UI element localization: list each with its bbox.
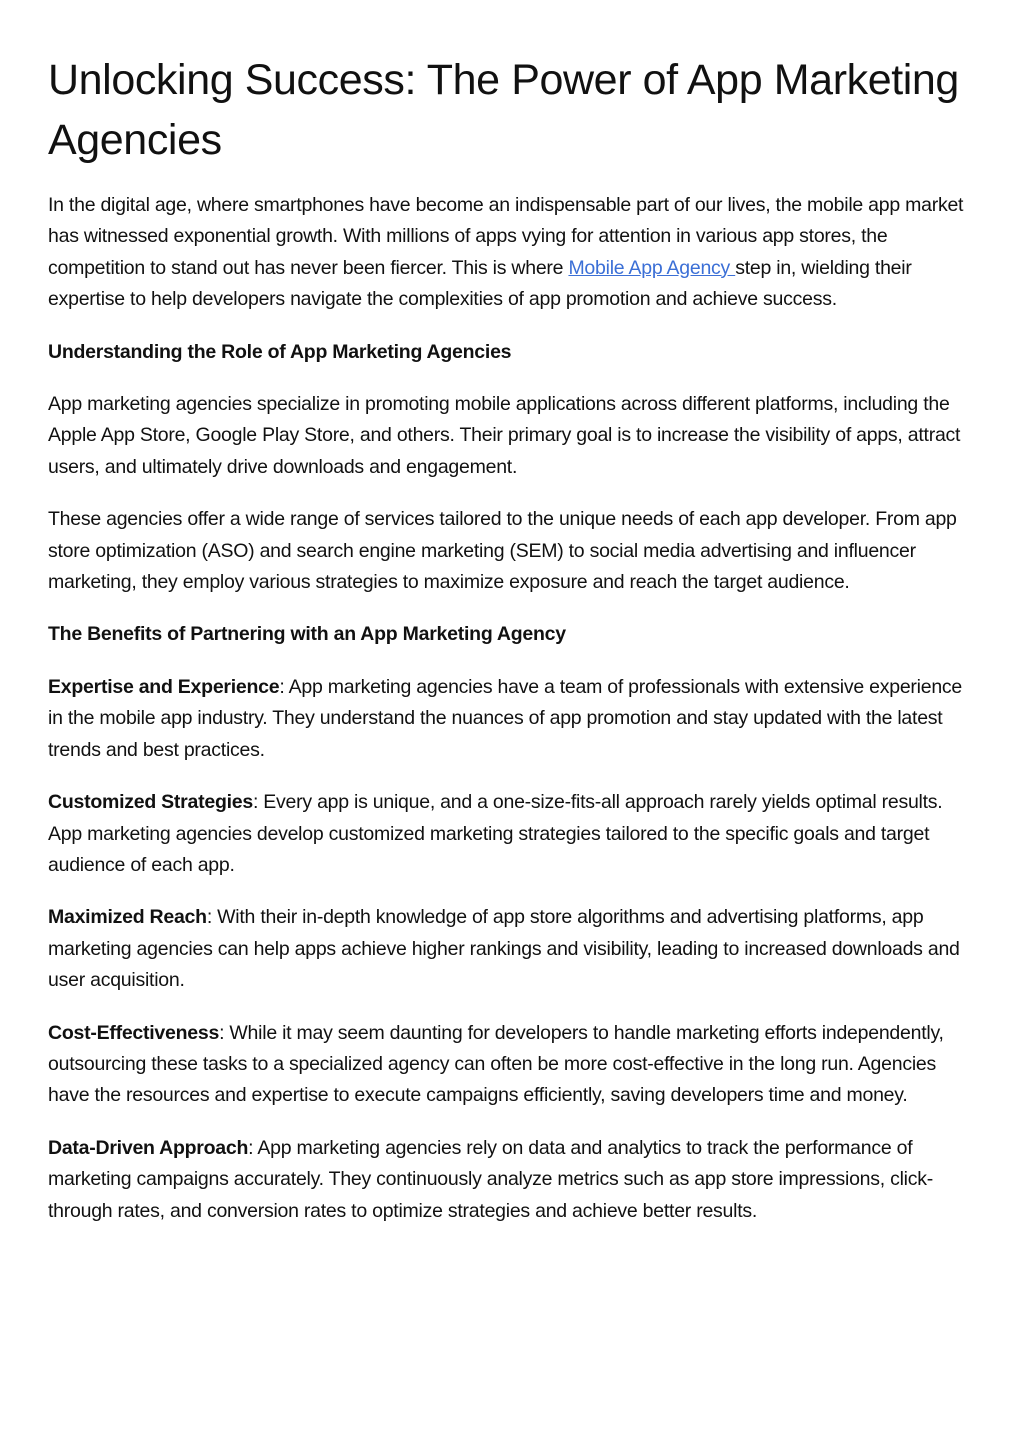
benefit-data-driven [48,1133,976,1227]
benefit-text: : Every app is unique, and a one-size-fits-all approach rarely yields optimal results. App marketing agencies develop customized marketing strategies tailored to the specific goals and target audience of each app. [48,791,943,876]
benefit-term: Maximized Reach [48,906,207,929]
role-paragraph-1: App marketing agencies specialize in promoting mobile applications across different platforms, including the Apple App Store, Google Play Store, and others. Their primary goal is to increase the visibility of apps, attract users, and ultimately drive downloads and engagement. [48,393,961,478]
benefit-text: : While it may seem daunting for developers to handle marketing efforts independently, outsourcing these tasks to a specialized agency can often be more cost-effective in the long run. Agencies have the resources and expertise to execute campaigns efficiently, saving developers time and money. [48,1021,944,1107]
benefit-text: : With their in-depth knowledge of app store algorithms and advertising platforms, app marketing agencies can help apps achieve higher rankings and visibility, leading to increased downloads and user acquisition. [48,906,960,992]
benefit-cost-effectiveness [48,1018,976,1112]
benefit-term: Data-Driven Approach [48,1136,249,1159]
role-paragraph-2: These agencies offer a wide range of services tailored to the unique needs of each app developer. From app store optimization (ASO) and search engine marketing (SEM) to social media advertising and influencer marketing, they employ various strategies to maximize exposure and reach the target audience. [48,508,957,594]
benefit-expertise [48,672,976,766]
benefit-text: : App marketing agencies have a team of professionals with extensive experience in the mobile app industry. They understand the nuances of app promotion and stay updated with the latest trends and best practices. [48,675,963,761]
intro-paragraph [48,190,976,316]
benefit-term: Customized Strategies [48,791,253,814]
intro-text-before-link: In the digital age, where smartphones have become an indispensable part of our lives, the mobile app market has witnessed exponential growth. With millions of apps vying for attention in various app stores, the competition to stand out has never been fiercer. This is where [48,194,964,279]
page-title: Unlocking Success: The Power of App Marketing Agencies [48,56,959,164]
section-heading-role: Understanding the Role of App Marketing Agencies [48,340,512,363]
mobile-app-agency-link[interactable]: Mobile App Agency [568,256,736,279]
benefit-text: : App marketing agencies rely on data and analytics to track the performance of marketing campaigns accurately. They continuously analyze metrics such as app store impressions, click-through rates, and conversion rates to optimize strategies and achieve better results. [48,1136,933,1222]
benefit-term: Cost-Effectiveness [48,1021,220,1044]
benefit-customized-strategies [48,787,976,881]
benefit-term: Expertise and Experience [48,675,280,698]
section-heading-benefits: The Benefits of Partnering with an App Marketing Agency [48,623,566,646]
intro-text-after-link: step in, wielding their expertise to help developers navigate the complexities of app promotion and achieve success. [48,256,912,311]
benefit-maximized-reach [48,902,976,996]
